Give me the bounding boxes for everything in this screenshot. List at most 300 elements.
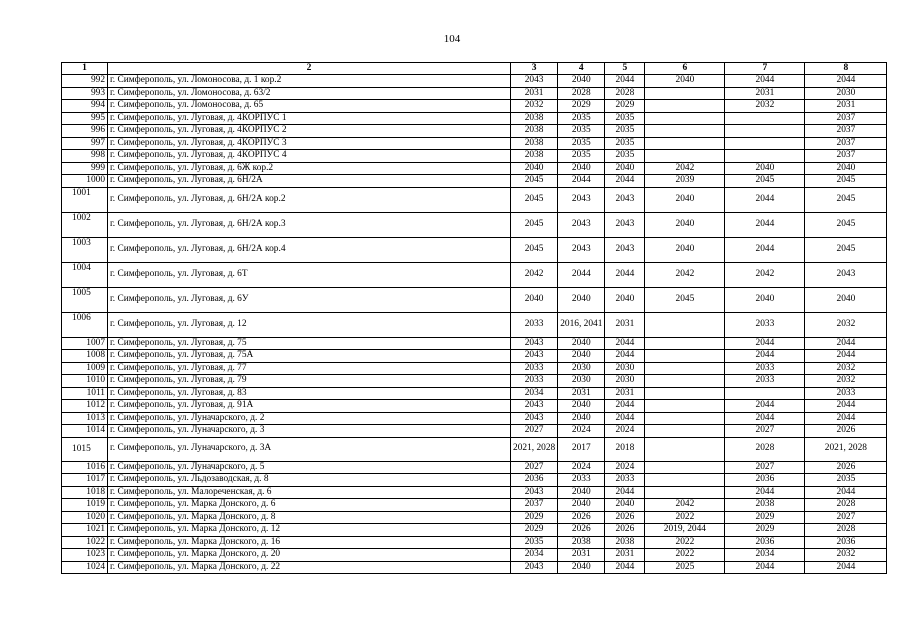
col6-cell (645, 350, 725, 363)
col7-cell: 2034 (725, 549, 805, 562)
col5-cell: 2026 (605, 511, 645, 524)
table-row (62, 100, 887, 113)
col6-cell: 2042 (645, 262, 725, 287)
col5-cell: 2024 (605, 425, 645, 438)
col3-cell: 2043 (511, 400, 558, 413)
col4-cell: 2043 (558, 212, 605, 237)
col6-cell: 2022 (645, 511, 725, 524)
col5-cell: 2018 (605, 437, 645, 461)
col3-cell: 2043 (511, 350, 558, 363)
table-body (62, 75, 887, 574)
row-number: 1018 (62, 486, 108, 499)
col8-cell: 2040 (805, 287, 887, 312)
col3-cell: 2043 (511, 412, 558, 425)
row-number: 1005 (62, 287, 108, 312)
col4-cell: 2040 (558, 499, 605, 512)
col7-cell: 2027 (725, 425, 805, 438)
col7-cell (725, 150, 805, 163)
col3-cell: 2031 (511, 87, 558, 100)
col3-cell: 2036 (511, 474, 558, 487)
address-cell: г. Симферополь, ул. Луговая, д. 4КОРПУС 1 (108, 112, 511, 125)
address-cell: г. Симферополь, ул. Малореченская, д. 6 (108, 486, 511, 499)
col5-cell: 2033 (605, 474, 645, 487)
col7-cell: 2038 (725, 499, 805, 512)
row-number: 1017 (62, 474, 108, 487)
col8-cell: 2035 (805, 474, 887, 487)
col3-cell: 2040 (511, 162, 558, 175)
address-cell: г. Симферополь, ул. Луначарского, д. 2 (108, 412, 511, 425)
col4-cell: 2044 (558, 262, 605, 287)
col4-cell: 2033 (558, 474, 605, 487)
row-number: 1000 (62, 175, 108, 188)
col5-cell: 2044 (605, 337, 645, 350)
table-row (62, 536, 887, 549)
col5-cell: 2044 (605, 412, 645, 425)
col4-cell: 2040 (558, 561, 605, 574)
row-number: 1011 (62, 387, 108, 400)
table-row (62, 461, 887, 474)
table-row (62, 350, 887, 363)
table-row (62, 75, 887, 88)
col3-cell: 2035 (511, 536, 558, 549)
col5-cell: 2044 (605, 486, 645, 499)
col8-cell: 2028 (805, 499, 887, 512)
col7-cell: 2033 (725, 362, 805, 375)
col7-cell: 2045 (725, 175, 805, 188)
col6-cell (645, 425, 725, 438)
address-cell: г. Симферополь, ул. Луговая, д. 6Н/2А кор.2 (108, 187, 511, 212)
col8-cell: 2045 (805, 212, 887, 237)
table-row (62, 561, 887, 574)
col8-cell: 2044 (805, 561, 887, 574)
row-number: 1002 (62, 212, 108, 237)
row-number: 992 (62, 75, 108, 88)
col4-cell: 2029 (558, 100, 605, 113)
col4-cell: 2031 (558, 387, 605, 400)
col8-cell: 2044 (805, 350, 887, 363)
col5-cell: 2030 (605, 375, 645, 388)
col7-cell (725, 112, 805, 125)
row-number: 994 (62, 100, 108, 113)
col5-cell: 2043 (605, 187, 645, 212)
col3-cell: 2038 (511, 112, 558, 125)
row-number: 996 (62, 125, 108, 138)
header-cell: 7 (725, 63, 805, 75)
address-cell: г. Симферополь, ул. Луговая, д. 83 (108, 387, 511, 400)
col5-cell: 2031 (605, 312, 645, 337)
col7-cell: 2044 (725, 400, 805, 413)
col6-cell: 2042 (645, 162, 725, 175)
col3-cell: 2043 (511, 486, 558, 499)
col3-cell: 2037 (511, 499, 558, 512)
col7-cell: 2027 (725, 461, 805, 474)
header-cell: 5 (605, 63, 645, 75)
col4-cell: 2035 (558, 112, 605, 125)
address-cell: г. Симферополь, ул. Луговая, д. 6Н/2А кор.3 (108, 212, 511, 237)
col7-cell: 2042 (725, 262, 805, 287)
col6-cell: 2040 (645, 212, 725, 237)
col3-cell: 2032 (511, 100, 558, 113)
col3-cell: 2021, 2028 (511, 437, 558, 461)
col3-cell: 2040 (511, 287, 558, 312)
col4-cell: 2031 (558, 549, 605, 562)
col6-cell (645, 474, 725, 487)
header-cell: 4 (558, 63, 605, 75)
col8-cell: 2037 (805, 125, 887, 138)
header-cell: 3 (511, 63, 558, 75)
address-cell: г. Симферополь, ул. Луговая, д. 6Н/2А кор.4 (108, 237, 511, 262)
table-row (62, 125, 887, 138)
col4-cell: 2035 (558, 137, 605, 150)
address-cell: г. Симферополь, ул. Луговая, д. 4КОРПУС 2 (108, 125, 511, 138)
row-number: 997 (62, 137, 108, 150)
col6-cell: 2022 (645, 536, 725, 549)
address-cell: г. Симферополь, ул. Ломоносова, д. 65 (108, 100, 511, 113)
col4-cell: 2024 (558, 425, 605, 438)
row-number: 1014 (62, 425, 108, 438)
table-row (62, 187, 887, 212)
col5-cell: 2031 (605, 387, 645, 400)
col4-cell: 2035 (558, 150, 605, 163)
table-row (62, 137, 887, 150)
col8-cell: 2037 (805, 137, 887, 150)
col3-cell: 2045 (511, 212, 558, 237)
col7-cell: 2033 (725, 375, 805, 388)
col6-cell (645, 312, 725, 337)
col3-cell: 2034 (511, 387, 558, 400)
col3-cell: 2034 (511, 549, 558, 562)
col4-cell: 2030 (558, 362, 605, 375)
col8-cell: 2045 (805, 237, 887, 262)
col7-cell: 2044 (725, 350, 805, 363)
page-number: 104 (443, 33, 461, 45)
row-number: 1024 (62, 561, 108, 574)
table-row (62, 237, 887, 262)
col3-cell: 2029 (511, 511, 558, 524)
col6-cell: 2040 (645, 75, 725, 88)
col4-cell: 2043 (558, 237, 605, 262)
row-number: 995 (62, 112, 108, 125)
col5-cell: 2044 (605, 75, 645, 88)
col7-cell: 2044 (725, 412, 805, 425)
col8-cell: 2040 (805, 162, 887, 175)
col6-cell (645, 150, 725, 163)
col3-cell: 2043 (511, 337, 558, 350)
col3-cell: 2038 (511, 125, 558, 138)
address-cell: г. Симферополь, ул. Марка Донского, д. 20 (108, 549, 511, 562)
table-row (62, 287, 887, 312)
col3-cell: 2043 (511, 75, 558, 88)
col7-cell: 2044 (725, 337, 805, 350)
col5-cell: 2028 (605, 87, 645, 100)
address-cell: г. Симферополь, ул. Луначарского, д. 3 (108, 425, 511, 438)
col5-cell: 2024 (605, 461, 645, 474)
row-number: 1013 (62, 412, 108, 425)
col8-cell: 2032 (805, 375, 887, 388)
table-row (62, 375, 887, 388)
col4-cell: 2016, 2041 (558, 312, 605, 337)
address-cell: г. Симферополь, ул. Луговая, д. 6У (108, 287, 511, 312)
col4-cell: 2017 (558, 437, 605, 461)
table-row (62, 474, 887, 487)
col8-cell: 2031 (805, 100, 887, 113)
col4-cell: 2024 (558, 461, 605, 474)
col5-cell: 2035 (605, 112, 645, 125)
row-number: 999 (62, 162, 108, 175)
address-cell: г. Симферополь, ул. Луговая, д. 4КОРПУС 4 (108, 150, 511, 163)
table-row (62, 112, 887, 125)
col6-cell: 2040 (645, 237, 725, 262)
header-cell: 8 (805, 63, 887, 75)
row-number: 1012 (62, 400, 108, 413)
header-cell: 2 (108, 63, 511, 75)
table-row (62, 87, 887, 100)
col5-cell: 2035 (605, 137, 645, 150)
col7-cell: 2044 (725, 187, 805, 212)
table-row (62, 400, 887, 413)
col8-cell: 2026 (805, 461, 887, 474)
col6-cell (645, 375, 725, 388)
table-row (62, 549, 887, 562)
col5-cell: 2035 (605, 125, 645, 138)
col6-cell (645, 137, 725, 150)
col5-cell: 2031 (605, 549, 645, 562)
col5-cell: 2038 (605, 536, 645, 549)
col7-cell: 2029 (725, 511, 805, 524)
col3-cell: 2045 (511, 175, 558, 188)
col6-cell: 2025 (645, 561, 725, 574)
col5-cell: 2030 (605, 362, 645, 375)
col7-cell: 2044 (725, 212, 805, 237)
row-number: 1008 (62, 350, 108, 363)
col4-cell: 2030 (558, 375, 605, 388)
address-cell: г. Симферополь, ул. Луговая, д. 75 (108, 337, 511, 350)
col8-cell: 2021, 2028 (805, 437, 887, 461)
address-cell: г. Симферополь, ул. Марка Донского, д. 6 (108, 499, 511, 512)
col6-cell (645, 412, 725, 425)
col6-cell (645, 125, 725, 138)
col8-cell: 2044 (805, 75, 887, 88)
col4-cell: 2040 (558, 75, 605, 88)
header-row (62, 63, 887, 75)
col4-cell: 2040 (558, 337, 605, 350)
table-row (62, 362, 887, 375)
table-row (62, 212, 887, 237)
row-number: 1010 (62, 375, 108, 388)
col4-cell: 2044 (558, 175, 605, 188)
address-cell: г. Симферополь, ул. Луначарского, д. 3А (108, 437, 511, 461)
col7-cell: 2029 (725, 524, 805, 537)
address-cell: г. Симферополь, ул. Луговая, д. 6Ж кор.2 (108, 162, 511, 175)
col6-cell: 2039 (645, 175, 725, 188)
table-row (62, 499, 887, 512)
row-number: 1015 (62, 437, 108, 461)
col8-cell: 2033 (805, 387, 887, 400)
col5-cell: 2043 (605, 237, 645, 262)
col6-cell (645, 337, 725, 350)
col5-cell: 2035 (605, 150, 645, 163)
col4-cell: 2028 (558, 87, 605, 100)
row-number: 1023 (62, 549, 108, 562)
col5-cell: 2040 (605, 499, 645, 512)
col7-cell: 2040 (725, 287, 805, 312)
col4-cell: 2040 (558, 287, 605, 312)
table-row (62, 337, 887, 350)
col6-cell (645, 437, 725, 461)
col6-cell: 2019, 2044 (645, 524, 725, 537)
col7-cell: 2044 (725, 561, 805, 574)
col8-cell: 2027 (805, 511, 887, 524)
col3-cell: 2033 (511, 375, 558, 388)
col6-cell (645, 362, 725, 375)
col7-cell: 2033 (725, 312, 805, 337)
address-cell: г. Симферополь, ул. Луговая, д. 79 (108, 375, 511, 388)
col7-cell (725, 387, 805, 400)
col6-cell (645, 387, 725, 400)
table-row (62, 162, 887, 175)
col8-cell: 2045 (805, 187, 887, 212)
header-cell: 1 (62, 63, 108, 75)
col3-cell: 2038 (511, 137, 558, 150)
col6-cell (645, 87, 725, 100)
col7-cell: 2044 (725, 237, 805, 262)
col5-cell: 2029 (605, 100, 645, 113)
row-number: 1004 (62, 262, 108, 287)
address-cell: г. Симферополь, ул. Луговая, д. 75А (108, 350, 511, 363)
address-cell: г. Симферополь, ул. Луначарского, д. 5 (108, 461, 511, 474)
table-row (62, 486, 887, 499)
col7-cell: 2028 (725, 437, 805, 461)
col7-cell: 2036 (725, 474, 805, 487)
col3-cell: 2027 (511, 461, 558, 474)
col8-cell: 2036 (805, 536, 887, 549)
row-number: 1009 (62, 362, 108, 375)
table-row (62, 312, 887, 337)
col4-cell: 2040 (558, 412, 605, 425)
col7-cell: 2040 (725, 162, 805, 175)
col7-cell: 2044 (725, 486, 805, 499)
col7-cell (725, 125, 805, 138)
table-row (62, 425, 887, 438)
col7-cell: 2032 (725, 100, 805, 113)
address-cell: г. Симферополь, ул. Ломоносова, д. 1 кор.2 (108, 75, 511, 88)
col4-cell: 2026 (558, 524, 605, 537)
col8-cell: 2032 (805, 362, 887, 375)
col8-cell: 2037 (805, 150, 887, 163)
header-cell: 6 (645, 63, 725, 75)
col6-cell: 2045 (645, 287, 725, 312)
col5-cell: 2044 (605, 262, 645, 287)
address-cell: г. Симферополь, ул. Луговая, д. 77 (108, 362, 511, 375)
row-number: 1021 (62, 524, 108, 537)
col7-cell (725, 137, 805, 150)
row-number: 1007 (62, 337, 108, 350)
col6-cell (645, 486, 725, 499)
row-number: 1001 (62, 187, 108, 212)
table-row (62, 175, 887, 188)
col3-cell: 2043 (511, 561, 558, 574)
col3-cell: 2033 (511, 312, 558, 337)
col3-cell: 2042 (511, 262, 558, 287)
col8-cell: 2044 (805, 412, 887, 425)
row-number: 993 (62, 87, 108, 100)
col3-cell: 2038 (511, 150, 558, 163)
col3-cell: 2033 (511, 362, 558, 375)
table-row (62, 437, 887, 461)
row-number: 998 (62, 150, 108, 163)
address-cell: г. Симферополь, ул. Марка Донского, д. 12 (108, 524, 511, 537)
address-cell: г. Симферополь, ул. Луговая, д. 6Т (108, 262, 511, 287)
col8-cell: 2044 (805, 337, 887, 350)
col5-cell: 2043 (605, 212, 645, 237)
col4-cell: 2043 (558, 187, 605, 212)
col4-cell: 2040 (558, 350, 605, 363)
col6-cell (645, 100, 725, 113)
address-cell: г. Симферополь, ул. Ломоносова, д. 63/2 (108, 87, 511, 100)
col8-cell: 2037 (805, 112, 887, 125)
address-cell: г. Симферополь, ул. Марка Донского, д. 16 (108, 536, 511, 549)
col5-cell: 2040 (605, 287, 645, 312)
col8-cell: 2026 (805, 425, 887, 438)
row-number: 1022 (62, 536, 108, 549)
col7-cell: 2044 (725, 75, 805, 88)
col3-cell: 2029 (511, 524, 558, 537)
address-cell: г. Симферополь, ул. Марка Донского, д. 22 (108, 561, 511, 574)
col3-cell: 2045 (511, 187, 558, 212)
col8-cell: 2043 (805, 262, 887, 287)
row-number: 1016 (62, 461, 108, 474)
col8-cell: 2044 (805, 400, 887, 413)
row-number: 1003 (62, 237, 108, 262)
col5-cell: 2044 (605, 561, 645, 574)
table-row (62, 262, 887, 287)
table-row (62, 150, 887, 163)
address-cell: г. Симферополь, ул. Луговая, д. 91А (108, 400, 511, 413)
col8-cell: 2044 (805, 486, 887, 499)
register-table (61, 62, 887, 574)
row-number: 1020 (62, 511, 108, 524)
col7-cell: 2036 (725, 536, 805, 549)
address-cell: г. Симферополь, ул. Луговая, д. 12 (108, 312, 511, 337)
address-cell: г. Симферополь, ул. Льдозаводская, д. 8 (108, 474, 511, 487)
address-cell: г. Симферополь, ул. Луговая, д. 6Н/2А (108, 175, 511, 188)
col4-cell: 2038 (558, 536, 605, 549)
col8-cell: 2028 (805, 524, 887, 537)
col5-cell: 2044 (605, 175, 645, 188)
col8-cell: 2045 (805, 175, 887, 188)
col5-cell: 2044 (605, 350, 645, 363)
col6-cell (645, 400, 725, 413)
col3-cell: 2027 (511, 425, 558, 438)
address-cell: г. Симферополь, ул. Марка Донского, д. 8 (108, 511, 511, 524)
col4-cell: 2040 (558, 400, 605, 413)
table-row (62, 412, 887, 425)
col8-cell: 2032 (805, 549, 887, 562)
col8-cell: 2032 (805, 312, 887, 337)
col4-cell: 2040 (558, 486, 605, 499)
col6-cell: 2042 (645, 499, 725, 512)
col3-cell: 2045 (511, 237, 558, 262)
col5-cell: 2040 (605, 162, 645, 175)
table-row (62, 524, 887, 537)
col4-cell: 2026 (558, 511, 605, 524)
table-row (62, 387, 887, 400)
table-row (62, 511, 887, 524)
row-number: 1006 (62, 312, 108, 337)
col4-cell: 2040 (558, 162, 605, 175)
col6-cell: 2022 (645, 549, 725, 562)
col6-cell (645, 112, 725, 125)
